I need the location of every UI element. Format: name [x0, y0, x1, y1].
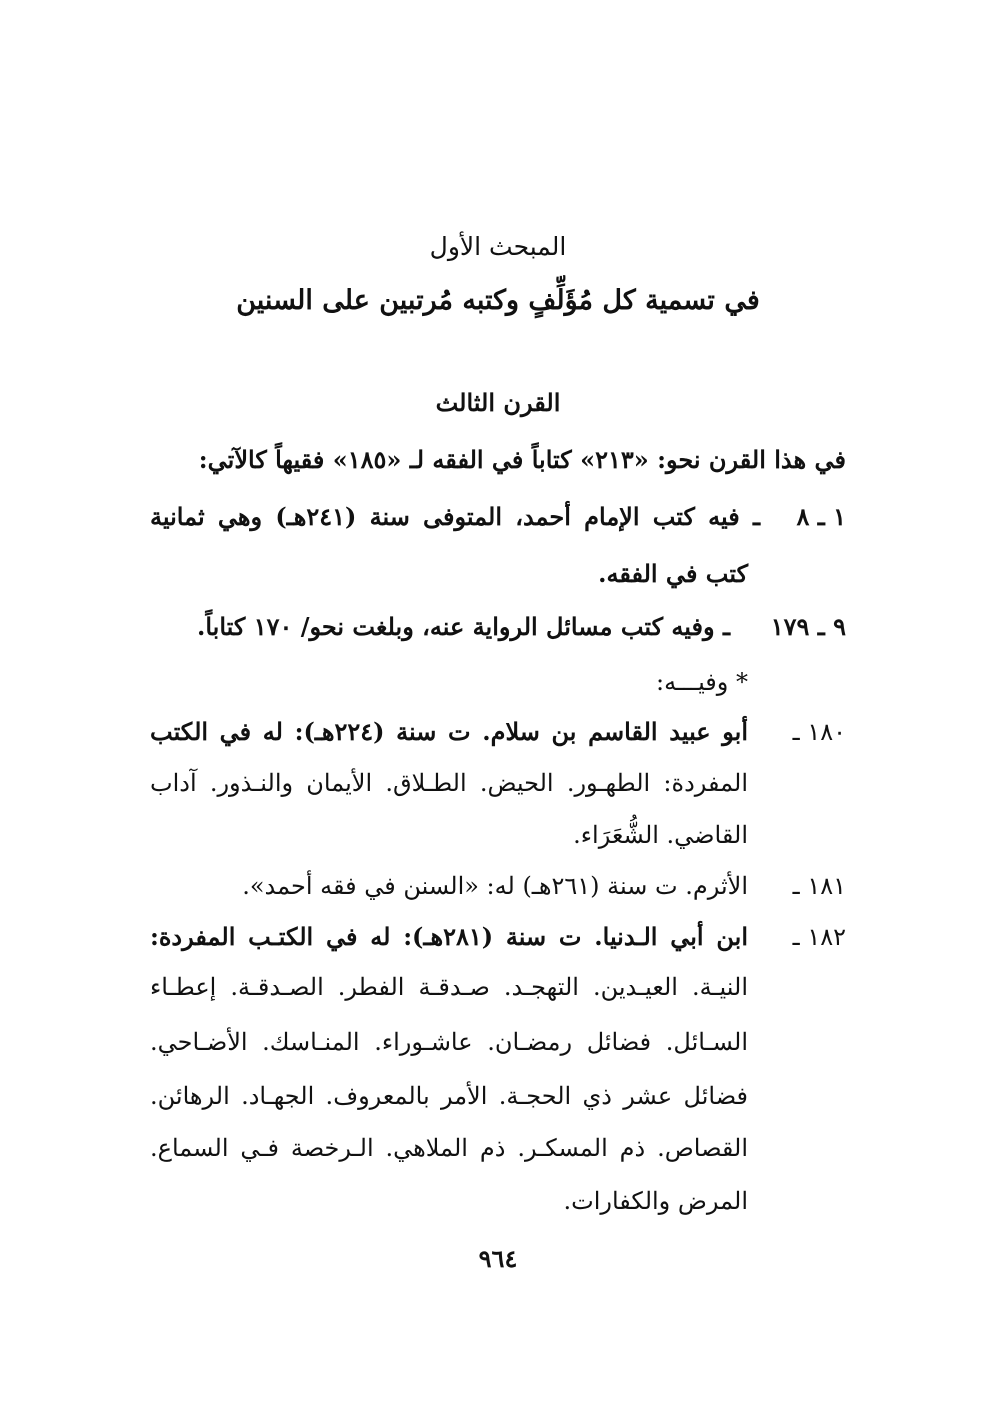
entry-line: القصاص. ذم المسكـر. ذم الملاهي. الـرخصة فـي السماع.: [150, 1134, 748, 1162]
section-subtitle: في تسمية كل مُؤَلِّفٍ وكتبه مُرتبين على السنين: [236, 285, 760, 316]
intro-paragraph: في هذا القرن نحو: «٢١٣» كتاباً في الفقه لـ «١٨٥» فقيهاً كالآتي:: [198, 445, 846, 474]
entry-line: ـ وفيه كتب مسائل الرواية عنه، وبلغت نحو/ ١٧٠ كتاباً.: [197, 612, 730, 641]
entry-line: ابن أبي الـدنيا. ت سنة (٢٨١هـ): له في الكتـب المفردة:: [150, 922, 748, 951]
entry-line: فضائل عشر ذي الحجـة. الأمر بالمعروف. الجهـاد. الرهائن.: [150, 1082, 748, 1110]
century-heading: القرن الثالث: [435, 388, 561, 417]
entry-number: ١ ـ ٨: [796, 502, 846, 531]
entry-line: النيـة. العيـدين. التهجـد. صـدقـة الفطر. الصـدقـة. إعطـاء: [150, 973, 748, 1001]
page-number: ٩٦٤: [478, 1244, 518, 1273]
entry-line: الأثرم. ت سنة (٢٦١هـ) له: «السنن في فقه أحمد».: [242, 872, 748, 900]
entry-line: كتب في الفقه.: [598, 559, 748, 588]
entry-line: السـائل. فضائل رمضـان. عاشـوراء. المنـاسك. الأضـاحي.: [150, 1028, 748, 1056]
section-heading: المبحث الأول: [429, 232, 567, 261]
entry-number: ١٨٢ ـ: [792, 923, 846, 951]
entry-line: ـ فيه كتب الإمام أحمد، المتوفى سنة (٢٤١هـ) وهي ثمانية: [150, 502, 760, 531]
entry-line: المرض والكفارات.: [563, 1187, 748, 1215]
entry-line: المفردة: الطهـور. الحيض. الطـلاق. الأيمان والنـذور. آداب: [150, 769, 748, 797]
entry-number: ١٨١ ـ: [792, 872, 846, 900]
entry-number: ٩ ـ ١٧٩: [770, 612, 846, 641]
entry-line: أبو عبيد القاسم بن سلام. ت سنة (٢٢٤هـ): له في الكتب: [150, 717, 748, 746]
entry-line: * وفيـــه:: [656, 668, 748, 696]
entry-line: القاضي. الشُّعَرَاء.: [573, 821, 748, 849]
entry-number: ١٨٠ ـ: [792, 718, 846, 746]
